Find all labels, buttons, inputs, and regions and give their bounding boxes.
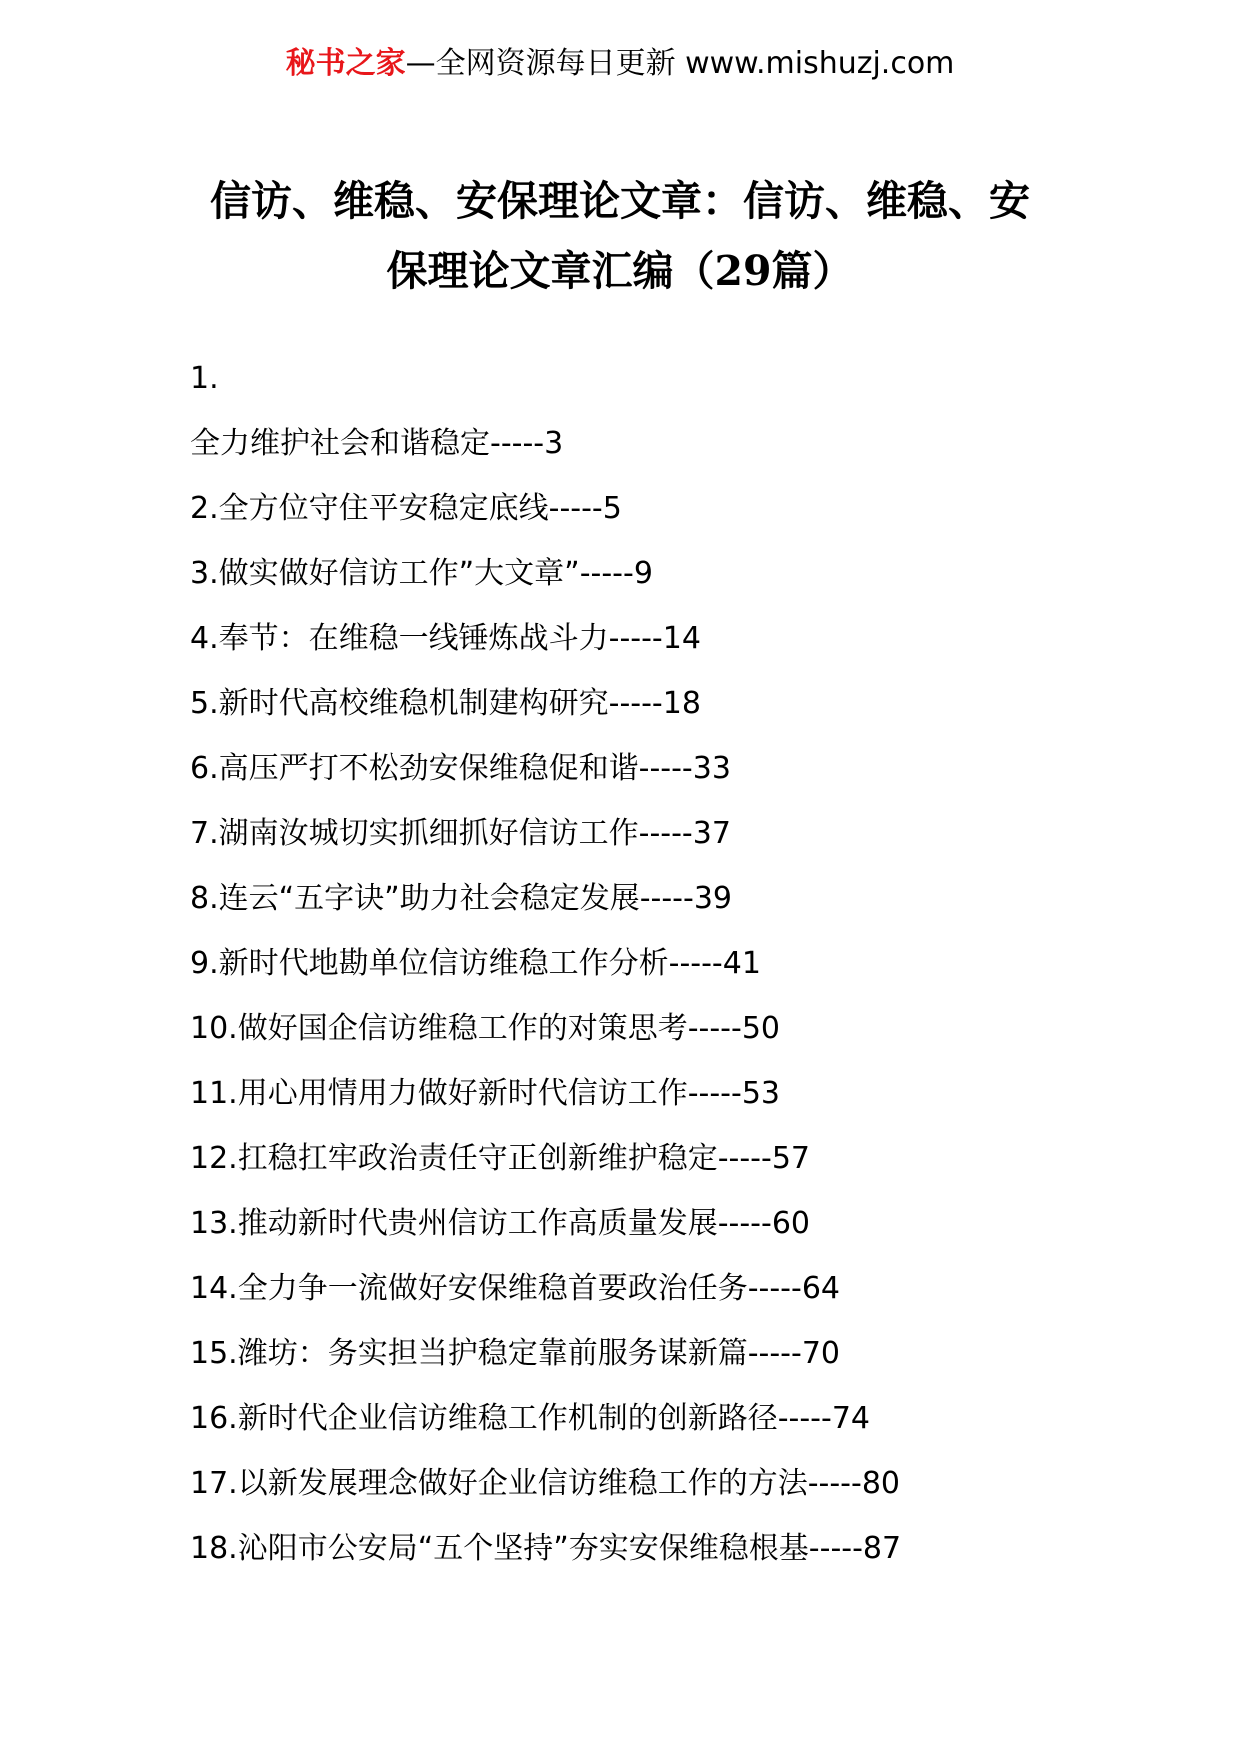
toc-item: 10.做好国企信访维稳工作的对策思考-----50 <box>190 1011 781 1046</box>
toc-item: 4.奉节：在维稳一线锤炼战斗力-----14 <box>190 621 701 656</box>
toc-item: 12.扛稳扛牢政治责任守正创新维护稳定-----57 <box>190 1141 811 1176</box>
page-header <box>0 40 1240 88</box>
toc-item: 6.高压严打不松劲安保维稳促和谐-----33 <box>190 751 731 786</box>
toc-item: 13.推动新时代贵州信访工作高质量发展-----60 <box>190 1206 811 1241</box>
toc-item: 9.新时代地勘单位信访维稳工作分析-----41 <box>190 946 761 981</box>
toc-item: 5.新时代高校维稳机制建构研究-----18 <box>190 686 701 721</box>
table-of-contents <box>190 346 1050 1581</box>
toc-item: 15.潍坊：务实担当护稳定靠前服务谋新篇-----70 <box>190 1336 841 1371</box>
toc-item: 全力维护社会和谐稳定-----3 <box>190 426 564 461</box>
toc-item: 8.连云“五字诀”助力社会稳定发展-----39 <box>190 881 733 916</box>
toc-item: 16.新时代企业信访维稳工作机制的创新路径-----74 <box>190 1401 871 1436</box>
toc-item: 14.全力争一流做好安保维稳首要政治任务-----64 <box>190 1271 841 1306</box>
document-title: 信访、维稳、安保理论文章：信访、维稳、安保理论文章汇编（29篇） <box>210 177 1030 295</box>
toc-item: 3.做实做好信访工作”大文章”-----9 <box>190 556 653 591</box>
toc-item: 11.用心用情用力做好新时代信访工作-----53 <box>190 1076 781 1111</box>
toc-item: 7.湖南汝城切实抓细抓好信访工作-----37 <box>190 816 731 851</box>
toc-item: 1. <box>190 361 219 396</box>
brand-name: 秘书之家 <box>285 46 406 81</box>
toc-item: 18.沁阳市公安局“五个坚持”夯实安保维稳根基-----87 <box>190 1531 902 1566</box>
header-tagline: —全网资源每日更新 www.mishuzj.com <box>405 46 955 81</box>
toc-item: 2.全方位守住平安稳定底线-----5 <box>190 491 622 526</box>
toc-item: 17.以新发展理念做好企业信访维稳工作的方法-----80 <box>190 1466 901 1501</box>
